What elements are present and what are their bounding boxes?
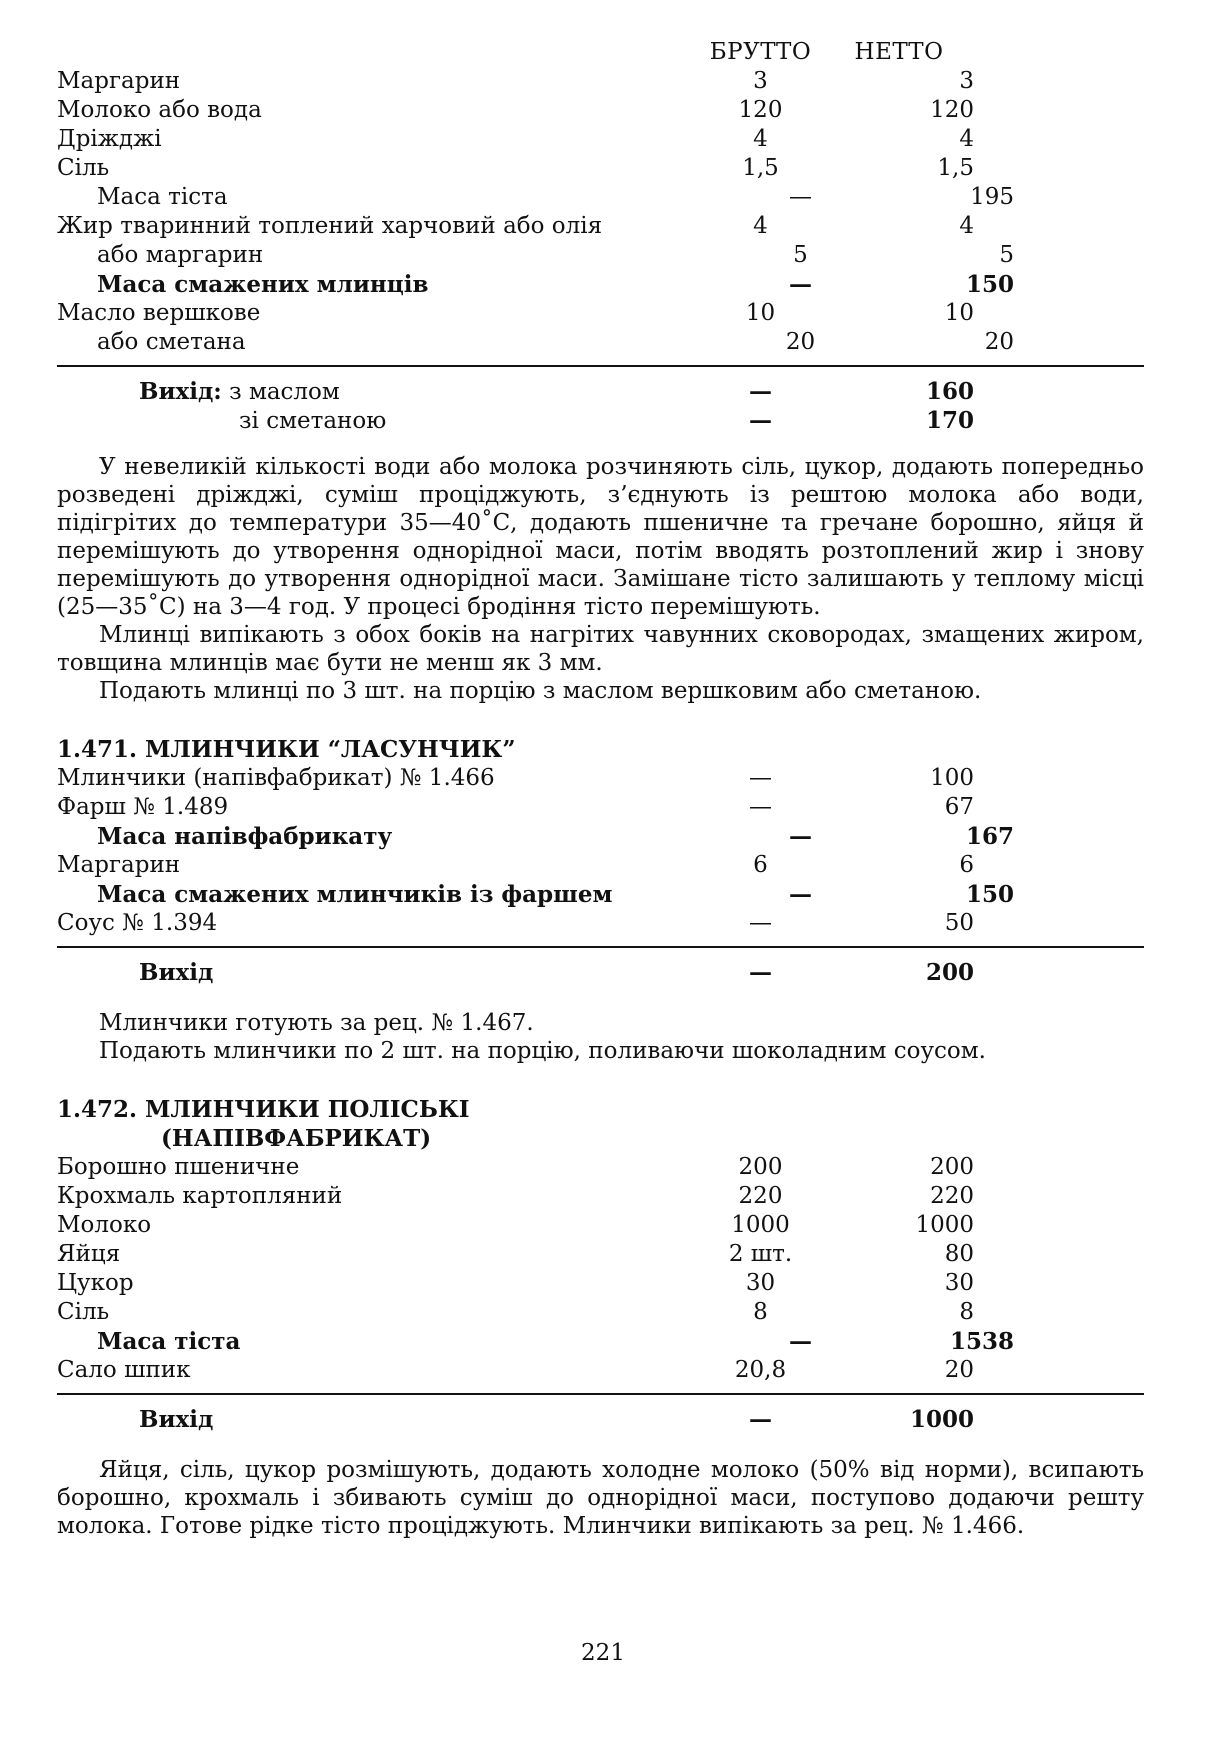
netto-value: 5 xyxy=(999,242,1014,268)
table-row xyxy=(57,270,1144,299)
brutto-value: — xyxy=(789,184,812,210)
ingredient-name: Сало шпик xyxy=(57,1357,191,1383)
table-row xyxy=(57,764,1144,793)
ingredient-name: або сметана xyxy=(97,329,246,355)
output-name: зі сметаною xyxy=(239,408,387,434)
brutto-value: 2 шт. xyxy=(728,1241,793,1267)
instruction-paragraph: Млинчики готують за рец. № 1.467. xyxy=(99,1010,534,1036)
output-label: Вихід xyxy=(139,1406,214,1433)
ingredient-name: або маргарин xyxy=(97,242,264,268)
netto-value: 10 xyxy=(944,300,974,326)
brutto-value: — xyxy=(749,765,772,791)
brutto-value: 200 xyxy=(738,1154,783,1180)
netto-value: 1000 xyxy=(915,1212,974,1238)
brutto-value: — xyxy=(789,823,812,850)
netto-value: 4 xyxy=(959,213,974,239)
output-row xyxy=(57,1405,1144,1434)
netto-value: 150 xyxy=(965,881,1014,908)
table-divider xyxy=(57,1393,1144,1395)
brutto-value: 20 xyxy=(785,329,816,355)
brutto-value: 4 xyxy=(753,126,768,152)
output-row xyxy=(57,377,1144,406)
brutto-value: — xyxy=(789,881,812,908)
brutto-value: 4 xyxy=(753,213,768,239)
table-row xyxy=(57,851,1144,880)
brutto-value: — xyxy=(789,1328,812,1355)
ingredient-name: Маса смажених млинців xyxy=(97,271,429,298)
table-row xyxy=(57,1327,1144,1356)
output-label: Вихід xyxy=(139,959,214,986)
netto-value: 3 xyxy=(959,68,974,94)
brutto-value: 30 xyxy=(745,1270,776,1296)
instruction-paragraph: У невеликій кількості води або молока розчиняють сіль, цукор, додають попередньо розведені дріжджі, суміш проціджують, з’єднують із рештою молока або води, підігрітих до температури 35—40˚С, додають пшеничне та гречане борошно, яйця й перемішують до утворення однорідної маси, потім вводять розтоплений жир і знову перемішують до утворення однорідної маси. Замішане тісто залишають у теплому місці (25—35˚С) на 3—4 год. У процесі бродіння тісто перемішують. xyxy=(57,454,1144,620)
ingredient-name: Дріжджі xyxy=(57,126,162,152)
netto-value: 1000 xyxy=(909,1406,974,1433)
ingredient-name: Борошно пшеничне xyxy=(57,1154,300,1180)
output-label: Вихід: xyxy=(139,378,222,405)
table-row xyxy=(57,154,1144,183)
table-row xyxy=(57,822,1144,851)
page-body xyxy=(57,38,1144,1540)
ingredient-name: Масло вершкове xyxy=(57,300,261,326)
ingredient-name: Маргарин xyxy=(57,68,181,94)
netto-value: 170 xyxy=(925,407,974,434)
netto-value: 200 xyxy=(930,1154,974,1180)
netto-value: 80 xyxy=(944,1241,974,1267)
netto-value: 167 xyxy=(965,823,1014,850)
table-row xyxy=(57,909,1144,938)
instruction-paragraph: Подають млинчики по 2 шт. на порцію, поливаючи шоколадним соусом. xyxy=(99,1038,986,1064)
netto-header: НЕТТО xyxy=(854,39,944,65)
table-row xyxy=(57,1240,1144,1269)
table-divider xyxy=(57,946,1144,948)
table-row xyxy=(57,328,1144,357)
table-row xyxy=(57,212,1144,241)
netto-value: 1538 xyxy=(949,1328,1014,1355)
table-row xyxy=(57,880,1144,909)
table-row xyxy=(57,67,1144,96)
brutto-value: 3 xyxy=(753,68,768,94)
brutto-value: — xyxy=(749,1406,772,1433)
page-number: 221 xyxy=(581,1640,625,1666)
table-divider xyxy=(57,365,1144,367)
ingredient-name: Маргарин xyxy=(57,852,181,878)
brutto-header: БРУТТО xyxy=(709,39,812,65)
ingredient-name: Цукор xyxy=(57,1270,134,1296)
table-row xyxy=(57,793,1144,822)
netto-value: 120 xyxy=(930,97,974,123)
ingredient-name: Маса смажених млинчиків із фаршем xyxy=(97,881,613,908)
instruction-paragraph: Яйця, сіль, цукор розмішують, додають холодне молоко (50% від норми), всипають борошно, крохмаль і збивають суміш до однорідної маси, поступово додаючи решту молока. Готове рідке тісто проціджують. Млинчики випікають за рец. № 1.466. xyxy=(57,1457,1144,1539)
netto-value: 195 xyxy=(970,184,1014,210)
brutto-value: 10 xyxy=(745,300,776,326)
table-row xyxy=(57,1182,1144,1211)
netto-value: 8 xyxy=(959,1299,974,1325)
ingredient-name: Соус № 1.394 xyxy=(57,910,218,936)
table-row xyxy=(57,125,1144,154)
brutto-value: 5 xyxy=(793,242,808,268)
ingredient-name: Маса тіста xyxy=(97,184,228,210)
ingredient-name: Жир тваринний топлений харчовий або олія xyxy=(57,213,603,239)
table-row xyxy=(57,1298,1144,1327)
netto-value: 100 xyxy=(930,765,974,791)
ingredient-name: Маса тіста xyxy=(97,1328,241,1355)
recipe-prev-table xyxy=(57,38,1144,435)
brutto-value: 20,8 xyxy=(734,1357,787,1383)
table-row xyxy=(57,1211,1144,1240)
netto-value: 1,5 xyxy=(937,155,974,181)
netto-value: 200 xyxy=(925,959,974,986)
table-row xyxy=(57,1356,1144,1385)
instruction-paragraph: Млинці випікають з обох боків на нагрітих чавунних сковородах, змащених жиром, товщина млинців має бути не менш як 3 мм. xyxy=(57,622,1144,676)
recipe-title: 1.472. МЛИНЧИКИ ПОЛІСЬКІ xyxy=(57,1096,470,1123)
brutto-value: 1000 xyxy=(731,1212,790,1238)
output-name: з маслом xyxy=(229,379,340,405)
output-row xyxy=(57,958,1144,987)
ingredient-name: Крохмаль картопляний xyxy=(57,1183,343,1209)
recipe-1472-table xyxy=(57,1153,1144,1434)
netto-value: 20 xyxy=(944,1357,974,1383)
netto-value: 220 xyxy=(930,1183,974,1209)
table-header-row xyxy=(57,38,1144,67)
netto-value: 150 xyxy=(965,271,1014,298)
table-row xyxy=(57,96,1144,125)
brutto-value: 1,5 xyxy=(742,155,779,181)
table-row xyxy=(57,183,1144,212)
netto-value: 30 xyxy=(944,1270,974,1296)
ingredient-name: Яйця xyxy=(57,1241,121,1267)
ingredient-name: Молоко xyxy=(57,1212,152,1238)
netto-value: 160 xyxy=(925,378,974,405)
ingredient-name: Млинчики (напівфабрикат) № 1.466 xyxy=(57,765,495,791)
brutto-value: 8 xyxy=(753,1299,768,1325)
table-row xyxy=(57,1269,1144,1298)
ingredient-name: Маса напівфабрикату xyxy=(97,823,393,850)
ingredient-name: Фарш № 1.489 xyxy=(57,794,229,820)
brutto-value: — xyxy=(749,910,772,936)
brutto-value: — xyxy=(749,794,772,820)
brutto-value: — xyxy=(749,959,772,986)
netto-value: 50 xyxy=(944,910,974,936)
netto-value: 67 xyxy=(944,794,974,820)
brutto-value: 220 xyxy=(738,1183,783,1209)
table-row xyxy=(57,241,1144,270)
ingredient-name: Сіль xyxy=(57,155,110,181)
recipe-subtitle: (НАПІВФАБРИКАТ) xyxy=(161,1125,432,1152)
brutto-value: — xyxy=(789,271,812,298)
netto-value: 4 xyxy=(959,126,974,152)
table-row xyxy=(57,299,1144,328)
ingredient-name: Сіль xyxy=(57,1299,110,1325)
brutto-value: 6 xyxy=(753,852,768,878)
brutto-value: — xyxy=(749,407,772,434)
recipe-1471-table xyxy=(57,764,1144,987)
output-row xyxy=(57,406,1144,435)
brutto-value: — xyxy=(749,378,772,405)
brutto-value: 120 xyxy=(738,97,783,123)
table-row xyxy=(57,1153,1144,1182)
ingredient-name: Молоко або вода xyxy=(57,97,262,123)
instruction-paragraph: Подають млинці по 3 шт. на порцію з маслом вершковим або сметаною. xyxy=(99,678,982,704)
netto-value: 20 xyxy=(984,329,1014,355)
recipe-title: 1.471. МЛИНЧИКИ “ЛАСУНЧИК” xyxy=(57,736,516,763)
netto-value: 6 xyxy=(959,852,974,878)
